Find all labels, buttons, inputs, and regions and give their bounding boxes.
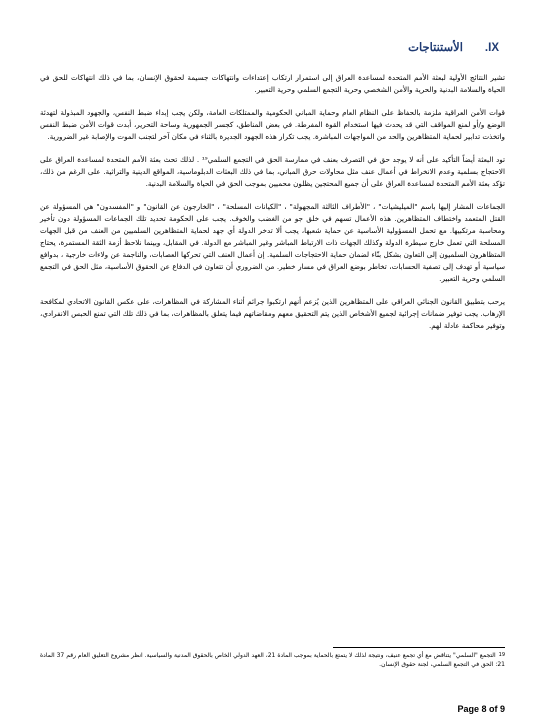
footnote: [40, 651, 505, 669]
section-title: الأستنتاجات: [408, 42, 463, 54]
paragraph: يرحب بتطبيق القانون الجنائي العراقي على المتظاهرين الذين يُزعم أنهم ارتكبوا جرائم أثناء المشاركة في المظاهرات، على عكس القانون الاتحادي لمكافحة الإرهاب. يجب توفير ضمانات إجرائية لجميع الأشخاص الذين يتم التحقيق معهم ومقاضاتهم فيما يتعلق بالمظاهرات، بما في ذلك تلك التي تمنع الحبس الانفرادي، وتوفير محاكمة عادلة لهم.: [40, 297, 505, 330]
document-body: [40, 72, 505, 343]
paragraph: قوات الأمن العراقية ملزمة بالحفاظ على النظام العام وحماية المباني الحكومية والممتلكات العامة، ولكن يجب إبداء ضبط النفس، والجهود المبذولة لتهدئة الوضع و/أو لمنع المواقف التي قد يحدث فيها استخدام القوة المفرطة. في بعض المناطق، كجسر الجمهورية وساحة التحرير، أبدت قوات الأمن ضبط النفس واتخذت تدابير لحماية المتظاهرين والحد من المواجهات المباشرة. يجب تكرار هذه الجهود الجديرة بالثناء في مكان آخر لتجنب الموت والإصابة غير الضرورية.: [40, 108, 505, 141]
paragraph: تود البعثة أيضاً التأكيد على أنه لا يوجد حق في التصرف بعنف في ممارسة الحق في التجمع السلمي¹⁹ . لذلك تحث بعثة الأمم المتحدة لمساعدة العراق على الاحتجاج بسلمية وعدم الانخراط في أعمال عنف مثل محاولات حرق المباني، بما في ذلك البعثات الدبلوماسية، المواقع الدينية والتراثية. على الرغم من ذلك، تؤكد بعثة الأمم المتحدة لمساعدة العراق على أن جميع المحتجين يظلون محميين بموجب الحق في الحياة والسلامة البدنية.: [40, 155, 505, 188]
paragraph: تشير النتائج الأولية لبعثة الأمم المتحدة لمساعدة العراق إلى استمرار ارتكاب إعتداءات وانتهاكات جسيمة لحقوق الإنسان، بما في ذلك انتهاكات للحق في الحياة والسلامة البدنية والحرية والأمن الشخصي وحرية التجمع السلمي وحرية التعبير.: [40, 73, 505, 94]
footnote-divider: [333, 647, 505, 648]
paragraph: الجماعات المشار إليها باسم "الميليشيات" ، "الأطراف الثالثة المجهولة" ، "الكيانات المسلحة" ، "الخارجون عن القانون" و "المفسدون" هي المسؤولة عن القتل المتعمد واختطاف المتظاهرين. هذه الأعمال تسهم في خلق جو من الغضب والخوف. يجب على الحكومة تحديد تلك الجماعات المسؤولة دون تأخير ومحاسبة مرتكبيها. مع تحمل المسؤولية الأساسية عن حماية شعبها، يجب ألا تدخر الدولة أي جهد لحماية المتظاهرين السلميين من العنف من قبل الجهات المسلحة التي تعمل خارج سيطرة الدولة وكذلك الجهات ذات الارتباط المباشر وغير المباشر مع الدولة. في المقابل، وبينما نلاحظ أزمة الثقة المستمرة، يحتاج المتظاهرون السلميون إلى التعاون بشكل بنّاء لضمان حماية الاحتجاجات السلمية. إن أعمال العنف التي تحركها العصابات، والناجمة عن ولاءات خارجية ، بدوافع سياسية أو تهدف إلى تصفية الحسابات، تخاطر بوضع العراق في مسار خطير. من الضروري أن تتعاون في الدفاع عن الحقوق الأساسية، مثل الحق في التجمع السلمي وحرية التعبير.: [40, 202, 505, 283]
footnote-text: التجمع "السلمي" يتناقض مع أي تجمع عنيف، ونتيجة لذلك لا يتمتع بالحماية بموجب المادة 21، العهد الدولي الخاص بالحقوق المدنية والسياسية. انظر مشروع التعليق العام رقم 37 المادة 21: الحق في التجمع السلمي، لجنة حقوق الإنسان.: [40, 652, 505, 668]
footnote-number: 19: [498, 652, 506, 658]
section-heading: [408, 40, 499, 54]
page-indicator: Page 8 of 9: [457, 704, 505, 714]
section-number: IX.: [484, 42, 499, 54]
